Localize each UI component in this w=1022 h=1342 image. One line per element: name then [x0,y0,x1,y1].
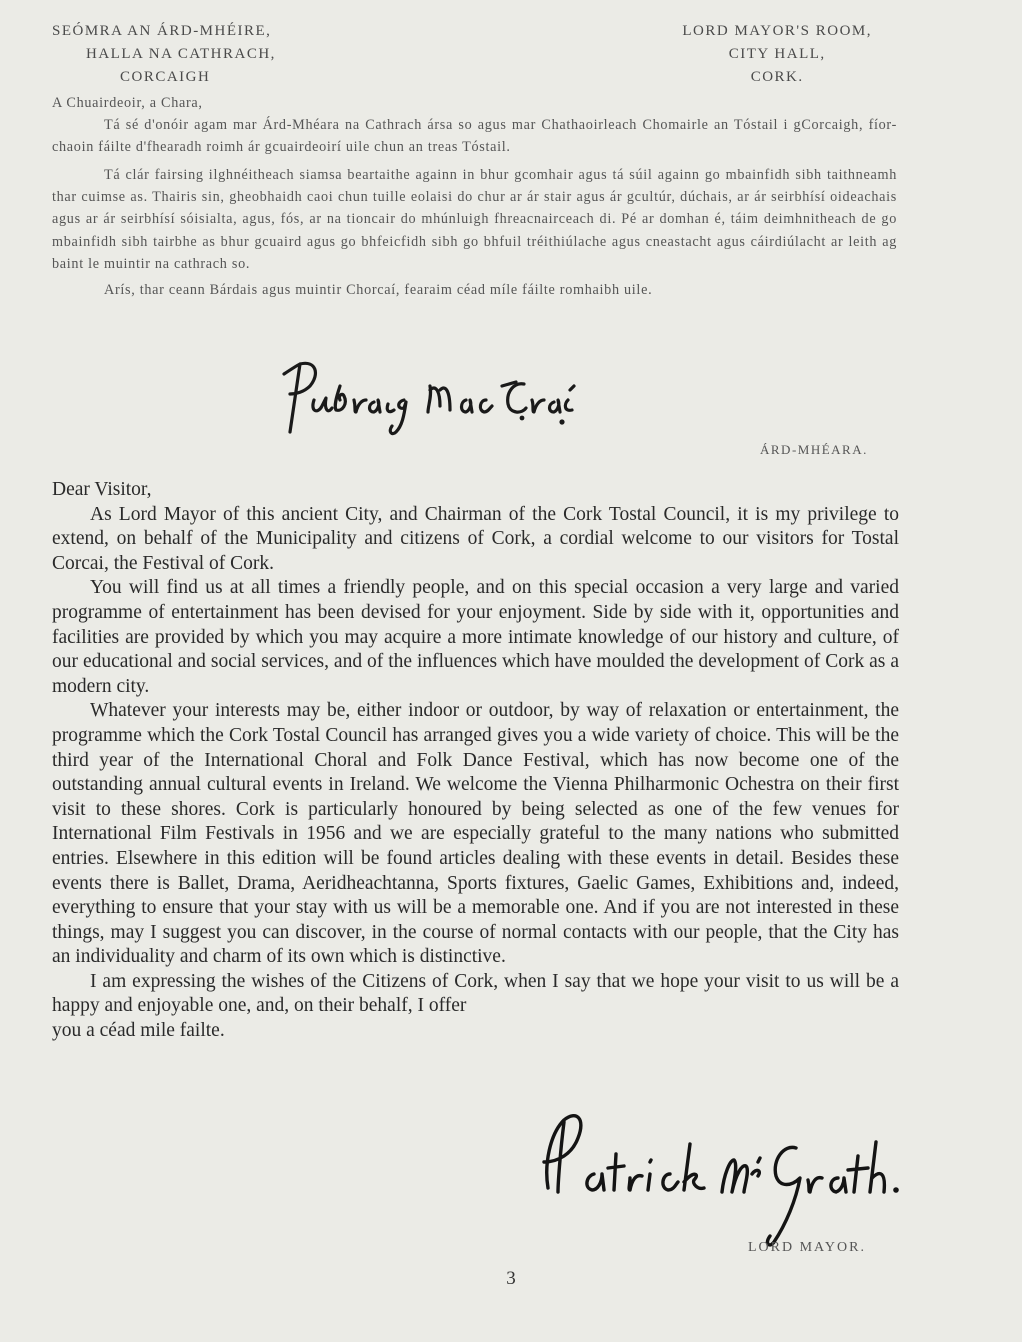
irish-paragraph: Arís, thar ceann Bárdais agus muintir Chorcaí, fearaim céad míle fáilte romhaibh uile. [104,281,653,298]
letterhead-line: CORK. [750,69,804,85]
irish-letter-body [52,92,897,301]
letterhead-line: HALLA NA CATHRACH, [86,46,276,62]
english-paragraph: You will find us at all times a friendly people, and on this special occasion a very large and varied programme of entertainment has been devised for your enjoyment. Side by side with it, opportunities and facilities are provided by which you may acquire a more intimate knowledge of our history and culture, of our educational and social services, and of the influences which have moulded the development of Cork as a modern city. [52,577,899,697]
irish-signature-title: ÁRD-MHÉARA. [760,442,868,457]
letterhead-line: SEÓMRA AN ÁRD-MHÉIRE, [52,23,272,39]
irish-letterhead [52,20,276,89]
letterhead-line: CITY HALL, [728,46,826,62]
irish-signature [270,356,580,440]
english-signature [524,1104,904,1254]
irish-paragraph: Tá clár fairsing ilghnéitheach siamsa beartaithe againn in bhur gcomhair agus tá súil againn go mbainfidh sibh taithneamh thar cuimse as. Thairis sin, gheobhaidh caoi chun tuille eolaisi do chur ar ár stair agus ár gcultúr, dúchais, ar ár seirbhísí oideachais agus ar ár seirbhísí sóisialta, agus, fós, ar na tioncair do mhúnluigh fhreacnairceach di. Pé ar domhan é, táim deimhnitheach de go mbainfidh sibh tairbhe as bhur gcuaird agus go bhfeicfidh sibh go bhfuil tréithiúlache agus cneastacht agus cáirdiúlacht ar leith ag baint le muintir na cathrach so. [52,167,897,272]
english-paragraph: you a céad mile failte. [52,1020,225,1042]
english-paragraph: Whatever your interests may be, either indoor or outdoor, by way of relaxation or entertainment, the programme which the Cork Tostal Council has arranged gives you a wide variety of choice. This will be the third year of the International Choral and Folk Dance Festival, which has now become one of the outstanding annual cultural events in Ireland. We welcome the Vienna Philharmonic Ochestra on their first visit to these shores. Cork is particularly honoured by being selected as one of the few venues for International Film Festivals in 1956 and we are especially grateful to the many nations who submitted entries. Elsewhere in this edition will be found articles dealing with these events in detail. Besides these events there is Ballet, Drama, Aeridheachtanna, Sports fixtures, Gaelic Games, Exhibitions and, indeed, everything to ensure that your stay with us will be a memorable one. And if you are not interested in these things, may I suggest you can discover, in the course of normal contacts with our people, that the City has an individuality and charm of its own which is distinctive. [52,700,899,968]
english-salutation: Dear Visitor, [52,479,152,500]
irish-salutation: A Chuairdeoir, a Chara, [52,95,203,111]
page-number: 3 [506,1268,516,1289]
letterhead-line: LORD MAYOR'S ROOM, [682,23,872,39]
english-paragraph: As Lord Mayor of this ancient City, and Chairman of the Cork Tostal Council, it is my privilege to extend, on behalf of the Municipality and citizens of Cork, a cordial welcome to our visitors for Tostal Corcai, the Festival of Cork. [52,503,899,574]
letterhead-line: CORCAIGH [120,69,211,85]
english-letterhead [682,20,872,89]
english-signature-title: LORD MAYOR. [748,1240,866,1255]
english-letter-body [52,478,899,1044]
english-paragraph: I am expressing the wishes of the Citizens of Cork, when I say that we hope your visit to us will be a happy and enjoyable one, and, on their behalf, I offer [52,970,899,1017]
irish-paragraph: Tá sé d'onóir agam mar Árd-Mhéara na Cathrach ársa so agus mar Chathaoirleach Chomairle an Tóstail i gCorcaigh, fíor-chaoin fáilte d'fhearadh roimh ár gcuairdeoirí uile chun an treas Tóstail. [52,117,897,156]
